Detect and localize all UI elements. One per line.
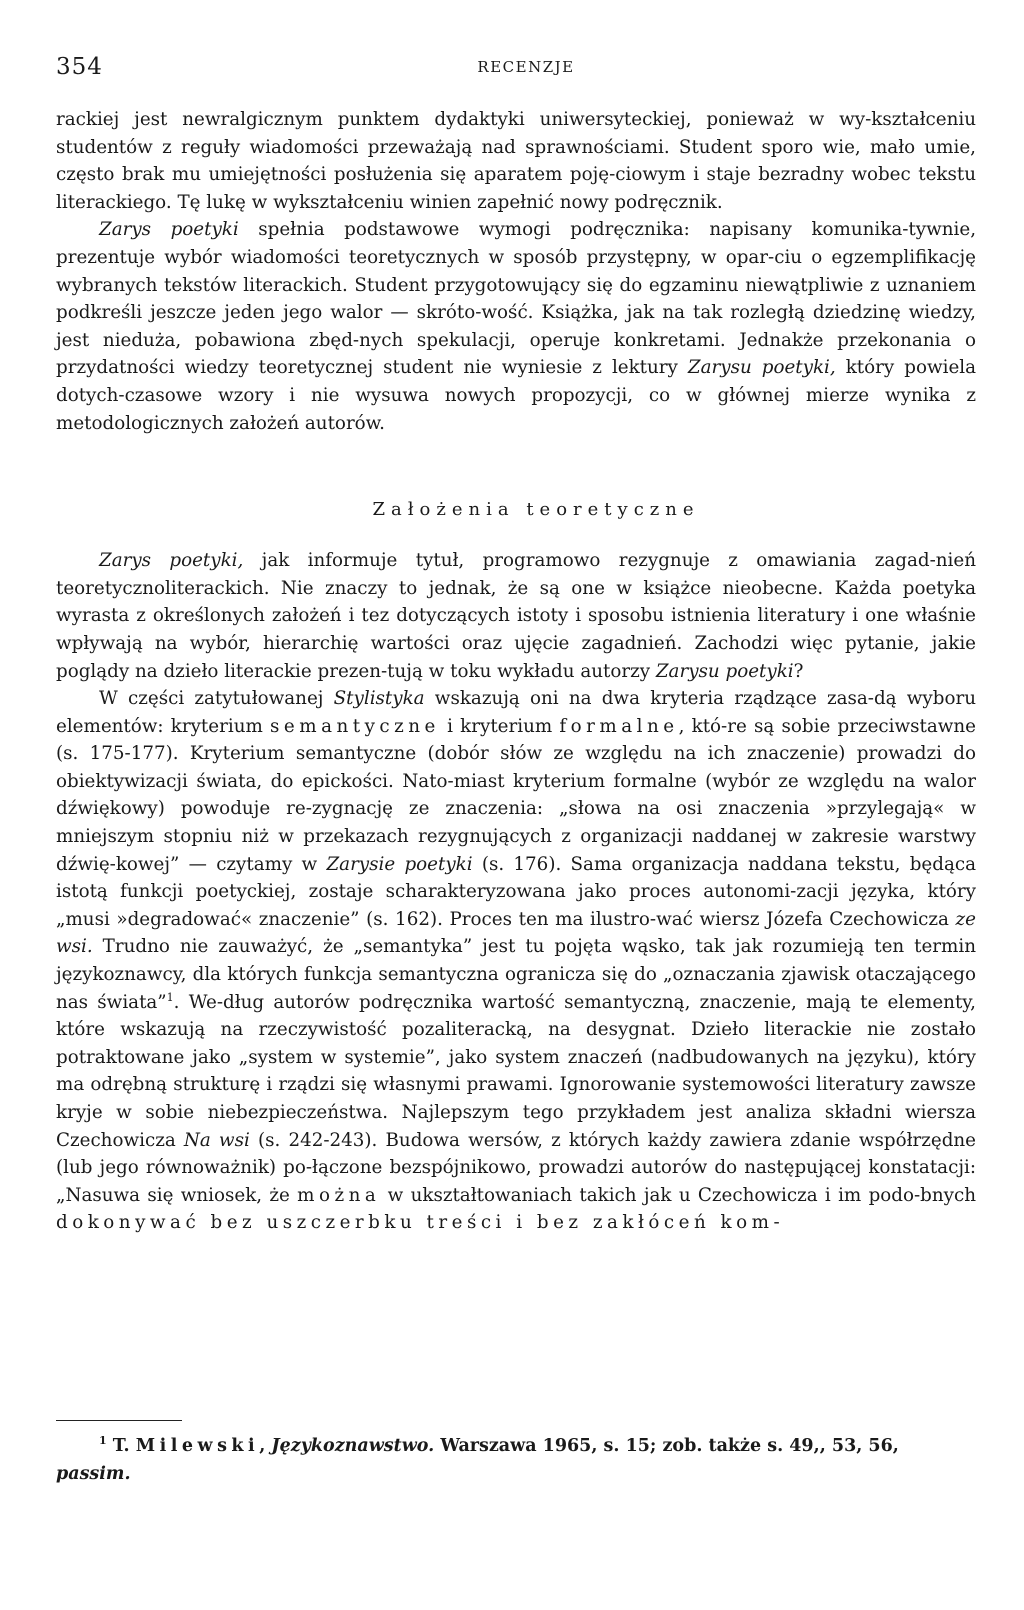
paragraph-2: Zarys poetyki spełnia podstawowe wymogi podręcznika: napisany komunika-tywnie, prezentuje wybór wiadomości teoretycznych w sposób przystępny, w opar-ciu o egzemplifikację wybranych tekstów literackich. Student przygotowujący się do egzaminu niewątpliwie z uznaniem podkreśli jeszcze jeden jego walor — skróto-wość. Książka, jak na tak rozległą dziedzinę wiedzy, jest nieduża, pobawiona zbęd-nych spekulacji, operuje konkretami. Jednakże przekonania o przydatności wiedzy teoretycznej student nie wyniesie z lektury Zarysu poetyki, który powiela dotych-czasowe wzory i nie wysuwa nowych propozycji, co w głównej mierze wynika z metodologicznych założeń autorów.: [56, 219, 977, 434]
footnote-marker: 1: [166, 990, 174, 1004]
section-heading: Założenia teoretyczne: [372, 499, 700, 521]
footnote-title: Językoznawstwo.: [271, 1436, 435, 1456]
footnote: $^1$ T. Milewski, Językoznawstwo. Warszawa 1965, s. 15; zob. także s. 49,, 53, 56, passim.: [56, 1434, 899, 1484]
spaced-term: semantyczne: [270, 715, 440, 737]
book-title: Zarys poetyki,: [99, 550, 244, 572]
article-body: [56, 106, 976, 1237]
page-number: 354: [56, 54, 103, 80]
footnote-divider: [56, 1420, 182, 1421]
poem-title: Na wsi: [183, 1129, 250, 1151]
paragraph-3: Zarys poetyki, jak informuje tytuł, programowo rezygnuje z omawiania zagad-nień teoretycznoliterackich. Nie znaczy to jednak, że są one w książce nieobecne. Każda poetyka wyrasta z określonych założeń i tez dotyczących istoty i sposobu istnienia literatury i one właśnie wpływają na wybór, hierarchię wartości oraz ujęcie zagadnień. Zachodzi więc pytanie, jakie poglądy na dzieło literackie prezen-tują w toku wykładu autorzy Zarysu poetyki?: [56, 550, 976, 682]
paragraph-4: W części zatytułowanej Stylistyka wskazują oni na dwa kryteria rządzące zasa-dą wyboru elementów: kryterium semantyczne i kryterium formalne, któ-re są sobie przeciwstawne (s. 175-177). Kryterium semantyczne (dobór słów ze względu na ich znaczenie) prowadzi do obiektywizacji świata, do epickości. Nato-miast kryterium formalne (wybór ze względu na walor dźwiękowy) powoduje re-zygnację ze znaczenia: „słowa na osi znaczenia »przylegają« w mniejszym stopniu niż w przekazach rezygnujących z organizacji naddanej w zakresie warstwy dźwię-kowej” — czytamy w Zarysie poetyki (s. 176). Sama organizacja naddana tekstu, będąca istotą funkcji poetyckiej, zostaje scharakteryzowana jako proces autonomi-zacji języka, który „musi »degradować« znaczenie” (s. 162). Proces ten ma ilustro-wać wiersz Józefa Czechowicza ze wsi. Trudno nie zauważyć, że „semantyka” jest tu pojęta wąsko, tak jak rozumieją ten termin językoznawcy, dla których funkcja semantyczna ogranicza się do „oznaczania zjawisk otaczającego nas świata”$^1$. We-dług autorów podręcznika wartość semantyczną, znaczenie, mają te elementy, które wskazują na rzeczywistość pozaliteracką, na desygnat. Dzieło literackie nie zostało potraktowane jako „system w systemie”, jako system znaczeń (nadbudowanych na języku), który ma odrębną strukturę i rządzi się własnymi prawami. Ignorowanie systemowości literatury zawsze kryje w sobie niebezpieczeństwa. Najlepszym tego przykładem jest analiza składni wiersza Czechowicza Na wsi (s. 242-243). Budowa wersów, z których każdy zawiera zdanie współrzędne (lub jego równoważnik) po-łączone bezspójnikowo, prowadzi autorów do następującej konstatacji: „Nasuwa się wniosek, że można w ukształtowaniach takich jak u Czechowicza i im podo-bnych dokonywać bez uszczerbku treści i bez zakłóceń kom-: [56, 688, 976, 1234]
footnote-number: 1: [99, 1434, 107, 1448]
spaced-term: formalne: [559, 715, 679, 737]
spaced-quote: dokonywać bez uszczerbku treści i bez zakłóceń kom-: [56, 1212, 785, 1234]
paragraph-1: rackiej jest newralgicznym punktem dydaktyki uniwersyteckiej, ponieważ w wy-kształceniu studentów z reguły wiadomości przeważają nad sprawnościami. Student sporo wie, mało umie, często brak mu umiejętności posłużenia się aparatem poję-ciowym i staje bezradny wobec tekstu literackiego. Tę lukę w wykształceniu winien zapełnić nowy podręcznik.: [56, 109, 976, 213]
footnote-passim: passim.: [56, 1464, 131, 1484]
book-title: Zarysie poetyki: [326, 853, 473, 875]
book-title: Zarysu poetyki,: [687, 357, 836, 379]
spaced-term: można: [297, 1184, 381, 1206]
book-title: Zarys poetyki: [99, 219, 239, 241]
footnote-author: Milewski: [135, 1436, 260, 1456]
page-header: [56, 54, 968, 84]
book-title: Zarysu poetyki: [655, 660, 794, 682]
chapter-title: Stylistyka: [333, 688, 425, 710]
running-head: RECENZJE: [477, 58, 575, 76]
poem-title: ze wsi.: [56, 908, 976, 958]
